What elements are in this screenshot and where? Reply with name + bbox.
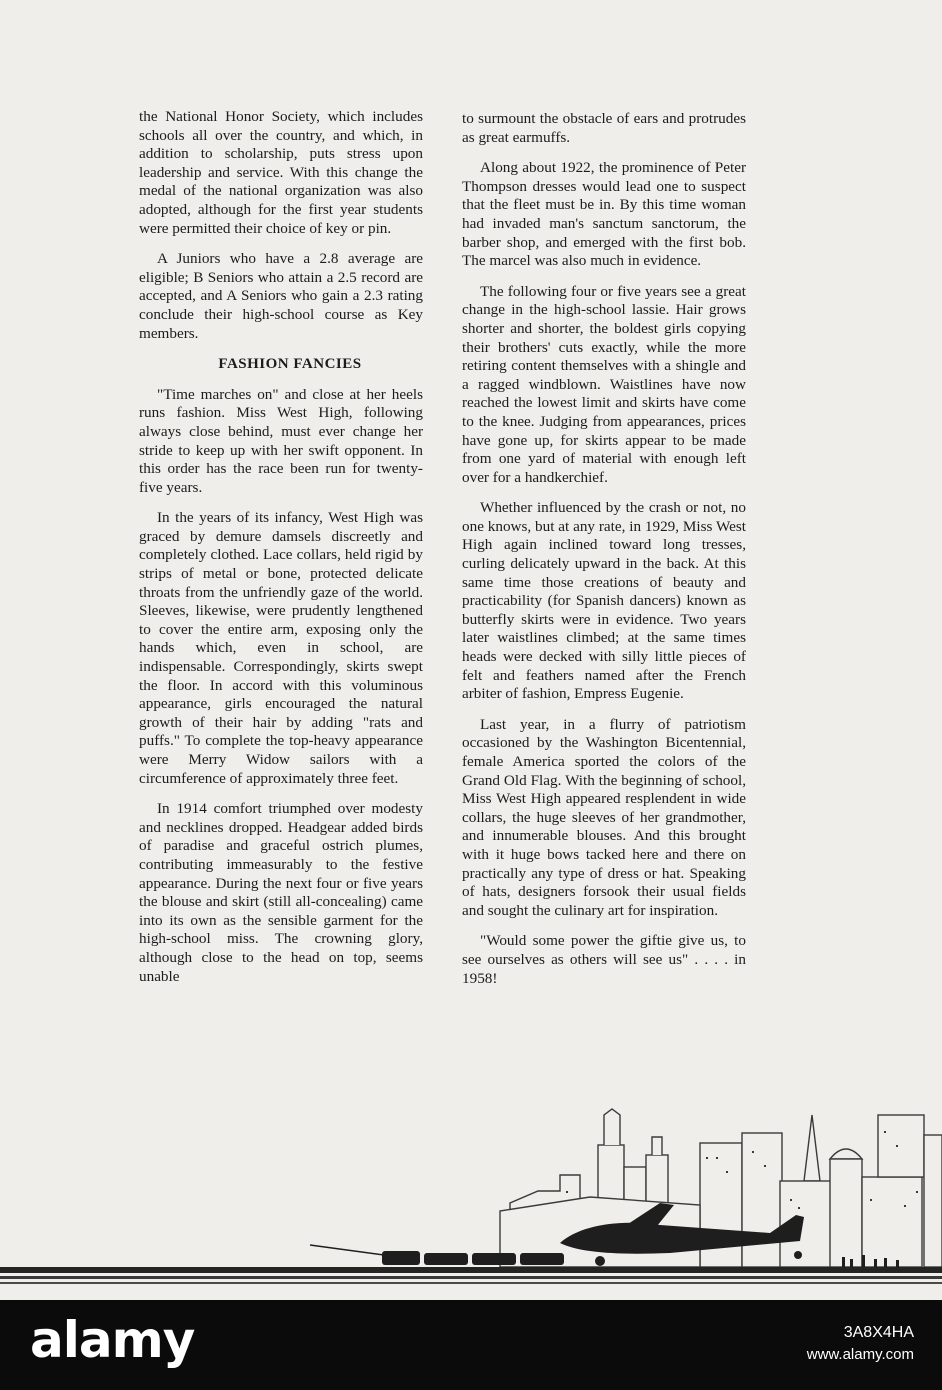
paragraph-honor-society: the National Honor Society, which includes schools all over the country, and which, in addition to scholarship, puts stress upon leadership and service. With this change the medal of the national organization was also adopted, although for the first year students were permitted their choice of key or pin. <box>139 108 423 237</box>
paragraph-eligibility: A Juniors who have a 2.8 average are eligible; B Seniors who attain a 2.5 record are accepted, and A Seniors who gain a 2.3 rating conclude their high-school course as Key members. <box>139 250 423 342</box>
stock-image-id: 3A8X4HA <box>843 1324 914 1341</box>
paragraph-infancy: In the years of its infancy, West High was graced by demure damsels discreetly and completely clothed. Lace collars, held rigid by strips of metal or bone, protected delicate throats from the unfriendly gaze of the world. Sleeves, likewise, were prudently lengthened to cover the entire arm, exposing only the hands which, even in school, are indispensable. Correspondingly, skirts swept the floor. In accord with this voluminous appearance, girls encouraged the natural growth of their hair by adding "rats and puffs." To complete the top-heavy appearance were Merry Widow sailors with a circumference of approximately three feet. <box>139 509 423 787</box>
paragraph-crash: Whether influenced by the crash or not, no one knows, but at any rate, in 1929, Miss West High again inclined toward long tresses, curling delicately upward in the back. At this same time those creations of beauty and practicability (for Spanish dancers) known as butterfly skirts were in evidence. Two years later waistlines climbed; at the same times heads were decked with silly little pieces of felt and feathers named after the French arbiter of fashion, Empress Eugenie. <box>462 499 746 703</box>
left-column <box>139 108 423 998</box>
paragraph-time-marches: "Time marches on" and close at her heels runs fashion. Miss West High, following always close behind, must ever change her stride to keep up with her swift opponent. In this order has the race been run for twenty-five years. <box>139 385 423 496</box>
right-column <box>462 110 746 1000</box>
paragraph-1914: In 1914 comfort triumphed over modesty and necklines dropped. Headgear added birds of paradise and graceful ostrich plumes, contributing immeasurably to the festive appearance. During the next four or five years the blouse and skirt (still all-concealing) came into its own as the sensible garment for the high-school miss. The crowning glory, although close to the head on top, seems unable <box>139 800 423 985</box>
paragraph-patriotism: Last year, in a flurry of patriotism occasioned by the Washington Bicentennial, female America sported the colors of the Grand Old Flag. With the beginning of school, Miss West High appeared resplendent in wide collars, the huge sleeves of her grandmother, and innumerable blouses. And this brought with it huge bows tacked here and there on practically any type of dress or hat. Speaking of hats, designers forsook their usual fields and sought the culinary art for inspiration. <box>462 715 746 919</box>
stock-logo: alamy <box>30 1311 195 1369</box>
runway-stripes <box>0 1267 942 1284</box>
stock-url: www.alamy.com <box>806 1346 914 1363</box>
paragraph-1922: Along about 1922, the prominence of Peter Thompson dresses would lead one to suspect that the fleet must be in. By this time woman had invaded man's sanctum sanctorum, the barber shop, and emerged with the first bob. The marcel was also much in evidence. <box>462 159 746 270</box>
paragraph-closing-quote: "Would some power the giftie give us, to see ourselves as others will see us" . . . . in 1958! <box>462 932 746 987</box>
section-heading: FASHION FANCIES <box>218 356 362 373</box>
airport-skyline-illustration <box>0 1095 942 1300</box>
paragraph-following-years: The following four or five years see a great change in the high-school lassie. Hair grows shorter and shorter, the boldest girls copying their brothers' cuts exactly, while the more retiring content themselves with a shingle and a ragged windblown. Waistlines have now reached the lowest limit and skirts have come to the knee. Judging from appearances, prices have gone up, for skirts appear to be made from one yard of material with enough left over for a handkerchief. <box>462 282 746 486</box>
paragraph-earmuffs: to surmount the obstacle of ears and protrudes as great earmuffs. <box>462 110 746 146</box>
